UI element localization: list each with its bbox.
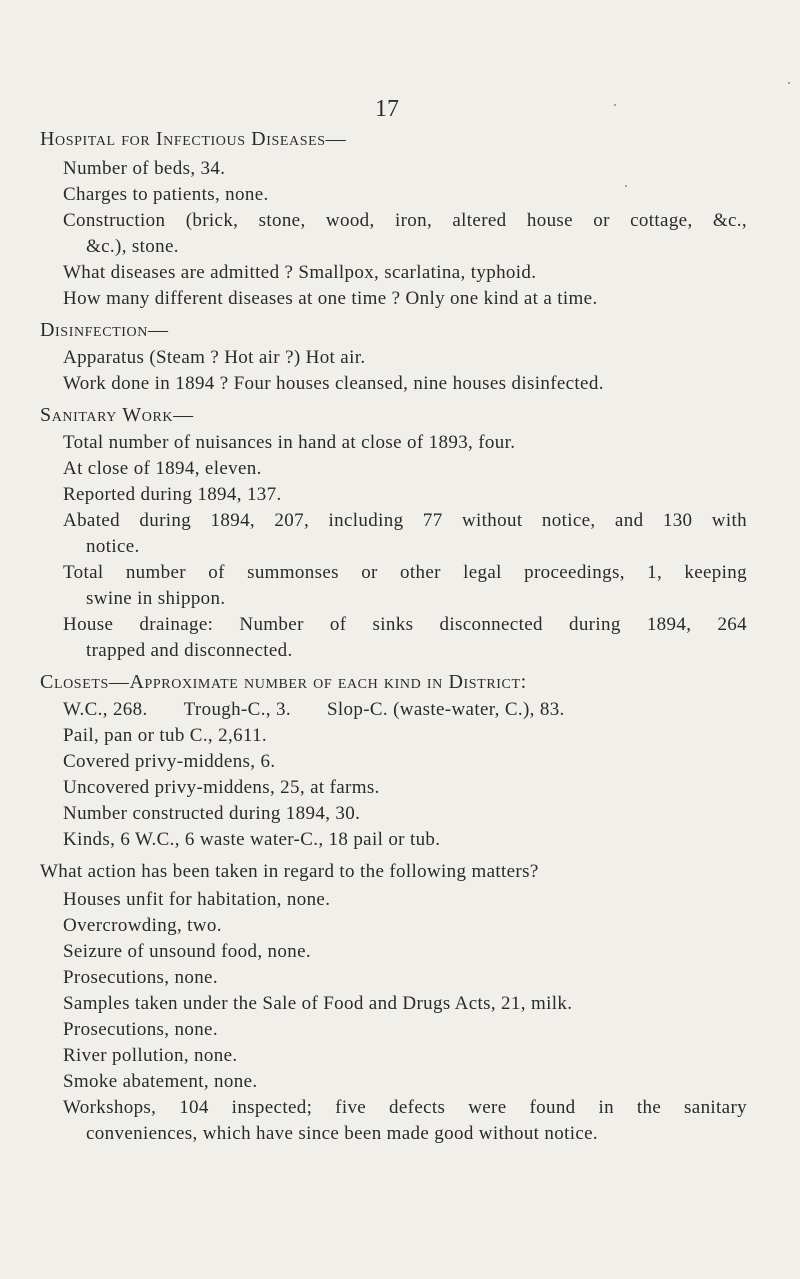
action-line: Samples taken under the Sale of Food and Drugs Acts, 21, milk. — [63, 993, 573, 1014]
action-line: Workshops, 104 inspected; five defects were found in the sanitary — [63, 1097, 747, 1118]
sanitary-line: swine in shippon. — [86, 588, 226, 609]
closets-line: Pail, pan or tub C., 2,611. — [63, 725, 268, 746]
disinfection-line: Work done in 1894 ? Four houses cleansed, nine houses disinfected. — [63, 373, 604, 394]
closets-line: Uncovered privy-middens, 25, at farms. — [63, 777, 380, 798]
hospital-line: Charges to patients, none. — [63, 184, 269, 205]
page-number: 17 — [375, 96, 399, 122]
sanitary-line: notice. — [86, 536, 140, 557]
action-line: Prosecutions, none. — [63, 967, 218, 988]
sanitary-line: At close of 1894, eleven. — [63, 458, 262, 479]
closets-line: Covered privy-middens, 6. — [63, 751, 276, 772]
action-line: River pollution, none. — [63, 1045, 238, 1066]
closets-trough: Trough-C., 3. — [183, 699, 291, 720]
closets-slop: Slop-C. (waste-water, C.), 83. — [326, 699, 565, 720]
sanitary-line: Total number of summonses or other legal proceedings, 1, keeping — [63, 562, 747, 583]
closets-heading: Closets—Approximate number of each kind in District: — [40, 671, 527, 693]
action-line: Prosecutions, none. — [63, 1019, 218, 1040]
paper-speck — [625, 185, 627, 187]
sanitary-heading: Sanitary Work— — [40, 404, 194, 426]
sanitary-line: Reported during 1894, 137. — [63, 484, 282, 505]
hospital-line: Construction (brick, stone, wood, iron, altered house or cottage, &c., — [63, 210, 747, 231]
hospital-line: &c.), stone. — [86, 236, 179, 257]
sanitary-line: House drainage: Number of sinks disconnected during 1894, 264 — [63, 614, 747, 635]
action-line: Smoke abatement, none. — [63, 1071, 258, 1092]
disinfection-heading: Disinfection— — [40, 319, 169, 341]
closets-wc: W.C., 268. — [63, 699, 148, 720]
paper-speck — [788, 82, 790, 84]
action-line: Overcrowding, two. — [63, 915, 222, 936]
action-line: Seizure of unsound food, none. — [63, 941, 311, 962]
sanitary-line: Total number of nuisances in hand at close of 1893, four. — [63, 432, 516, 453]
closets-line: Kinds, 6 W.C., 6 waste water-C., 18 pail or tub. — [63, 829, 441, 850]
action-line: Houses unfit for habitation, none. — [63, 889, 331, 910]
action-line: conveniences, which have since been made good without notice. — [86, 1123, 599, 1144]
hospital-heading: Hospital for Infectious Diseases— — [40, 128, 347, 150]
hospital-line: Number of beds, 34. — [63, 158, 226, 179]
paper-speck — [614, 104, 616, 106]
sanitary-line: trapped and disconnected. — [86, 640, 293, 661]
hospital-line: What diseases are admitted ? Smallpox, scarlatina, typhoid. — [63, 262, 537, 283]
closets-line: Number constructed during 1894, 30. — [63, 803, 361, 824]
sanitary-line: Abated during 1894, 207, including 77 without notice, and 130 with — [63, 510, 747, 531]
hospital-line: How many different diseases at one time ? Only one kind at a time. — [63, 288, 598, 309]
action-heading: What action has been taken in regard to the following matters? — [40, 861, 539, 882]
closets-kinds-row — [63, 698, 565, 722]
disinfection-line: Apparatus (Steam ? Hot air ?) Hot air. — [63, 347, 366, 368]
